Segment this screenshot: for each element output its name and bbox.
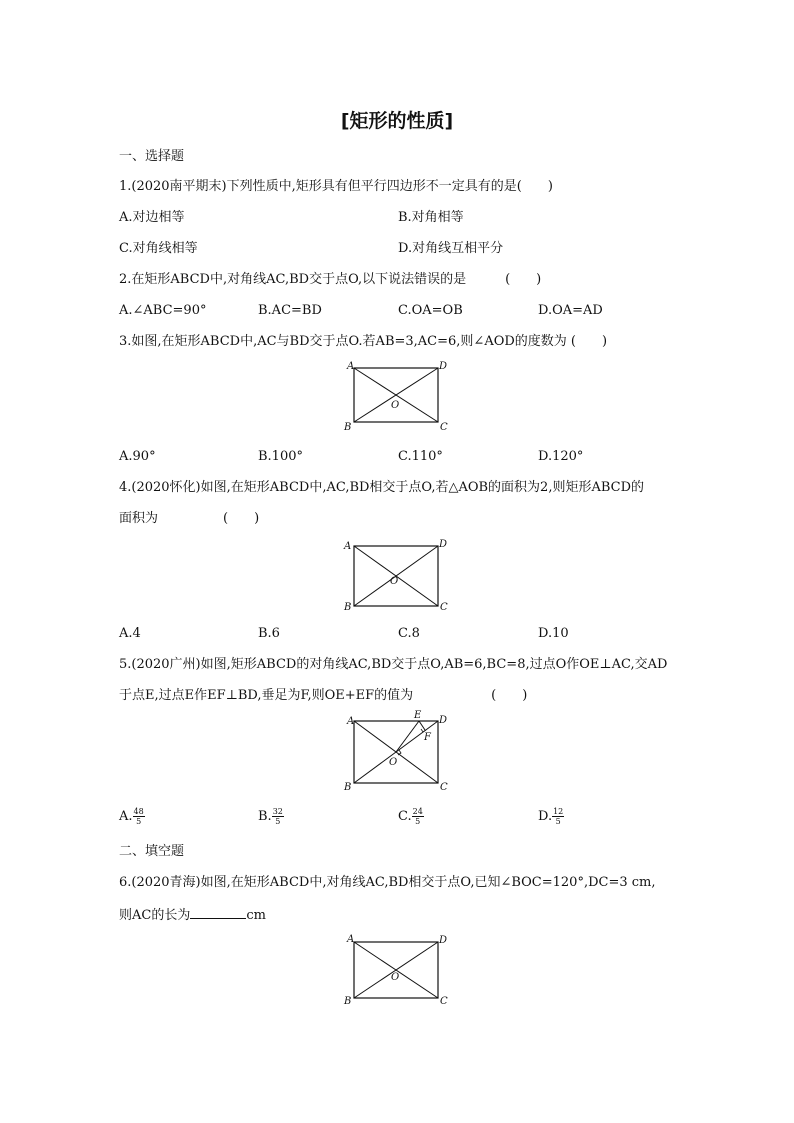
q2-option-c: C.OA=OB bbox=[398, 303, 463, 318]
q5-option-a-numerator: 48 bbox=[133, 807, 144, 816]
q4-option-a: A.4 bbox=[119, 626, 141, 641]
q4-label-o: O bbox=[390, 576, 399, 587]
q5-option-c-numerator: 24 bbox=[412, 807, 423, 816]
q3-label-o: O bbox=[391, 400, 400, 411]
q4-option-c: C.8 bbox=[398, 626, 420, 641]
q5-option-c-denominator: 5 bbox=[415, 817, 421, 826]
q3-label-d: D bbox=[439, 361, 448, 372]
q4-option-b: B.6 bbox=[258, 626, 280, 641]
q5-option-a-fraction bbox=[133, 807, 145, 826]
q2-stem: 2.在矩形ABCD中,对角线AC,BD交于点O,以下说法错误的是 ( ) bbox=[119, 272, 542, 287]
q4-label-d: D bbox=[439, 539, 448, 550]
q1-option-a: A.对边相等 bbox=[119, 210, 185, 225]
q5-label-o: O bbox=[389, 757, 398, 768]
q5-option-b-prefix: B. bbox=[258, 809, 272, 824]
q1-option-b: B.对角相等 bbox=[398, 210, 464, 225]
q1-option-d: D.对角线互相平分 bbox=[398, 241, 504, 256]
q4-label-c: C bbox=[440, 602, 448, 613]
q4-label-a: A bbox=[344, 541, 352, 552]
q6-answer-blank[interactable] bbox=[190, 906, 246, 919]
q4-stem-line1: 4.(2020怀化)如图,在矩形ABCD中,AC,BD相交于点O,若△AOB的面积为2,则矩形ABCD的 bbox=[119, 480, 645, 495]
q6-rectangle-figure bbox=[340, 932, 455, 1010]
q3-rectangle-figure bbox=[340, 358, 455, 436]
q5-rectangle-figure bbox=[340, 708, 455, 794]
q5-option-a-denominator: 5 bbox=[136, 817, 142, 826]
q3-stem: 3.如图,在矩形ABCD中,AC与BD交于点O.若AB=3,AC=6,则∠AOD的度数为 ( ) bbox=[119, 334, 608, 349]
q5-stem-line2: 于点E,过点E作EF⊥BD,垂足为F,则OE+EF的值为 ( ) bbox=[119, 688, 528, 703]
q6-stem-prefix: 则AC的长为 bbox=[119, 908, 191, 923]
q5-label-f: F bbox=[424, 732, 431, 743]
q6-stem-line2 bbox=[119, 906, 266, 924]
q6-label-c: C bbox=[440, 996, 448, 1007]
section-fill-heading: 二、填空题 bbox=[119, 844, 185, 859]
q2-option-a: A.∠ABC=90° bbox=[119, 303, 207, 318]
q5-option-b-fraction bbox=[272, 807, 284, 826]
q3-label-b: B bbox=[344, 422, 352, 433]
q5-label-a: A bbox=[347, 716, 355, 727]
q4-stem-line2: 面积为 ( ) bbox=[119, 511, 260, 526]
q2-option-b: B.AC=BD bbox=[258, 303, 322, 318]
q5-option-d-denominator: 5 bbox=[555, 817, 561, 826]
q5-option-b bbox=[258, 807, 284, 826]
q5-label-b: B bbox=[344, 782, 352, 793]
section-choice-heading: 一、选择题 bbox=[119, 149, 185, 164]
q5-label-d: D bbox=[439, 715, 448, 726]
q3-option-d: D.120° bbox=[538, 449, 584, 464]
q5-stem-line1: 5.(2020广州)如图,矩形ABCD的对角线AC,BD交于点O,AB=6,BC=8,过点O作OE⊥AC,交AD bbox=[119, 657, 668, 672]
q3-label-a: A bbox=[347, 361, 355, 372]
q4-option-d: D.10 bbox=[538, 626, 569, 641]
q6-stem-line1: 6.(2020青海)如图,在矩形ABCD中,对角线AC,BD相交于点O,已知∠BOC=120°,DC=3 cm, bbox=[119, 875, 656, 890]
q1-option-c: C.对角线相等 bbox=[119, 241, 198, 256]
q6-label-d: D bbox=[439, 935, 448, 946]
q5-option-a bbox=[119, 807, 145, 826]
q5-option-d-prefix: D. bbox=[538, 809, 553, 824]
q5-option-b-numerator: 32 bbox=[272, 807, 283, 816]
q3-option-c: C.110° bbox=[398, 449, 443, 464]
q5-option-c-prefix: C. bbox=[398, 809, 412, 824]
q3-option-b: B.100° bbox=[258, 449, 303, 464]
page-title: [矩形的性质] bbox=[340, 110, 454, 132]
q4-label-b: B bbox=[344, 602, 352, 613]
q3-option-a: A.90° bbox=[119, 449, 156, 464]
q5-option-a-prefix: A. bbox=[119, 809, 133, 824]
q3-label-c: C bbox=[440, 422, 448, 433]
q5-option-d bbox=[538, 807, 564, 826]
q2-option-d: D.OA=AD bbox=[538, 303, 603, 318]
q5-option-d-fraction bbox=[552, 807, 564, 826]
q5-option-b-denominator: 5 bbox=[275, 817, 281, 826]
q5-label-c: C bbox=[440, 782, 448, 793]
q4-rectangle-figure bbox=[340, 536, 455, 614]
q6-stem-suffix: cm bbox=[246, 908, 266, 923]
q6-label-o: O bbox=[391, 972, 400, 983]
q5-option-c bbox=[398, 807, 424, 826]
q5-option-c-fraction bbox=[412, 807, 424, 826]
q5-label-e: E bbox=[414, 710, 422, 721]
q5-option-d-numerator: 12 bbox=[553, 807, 564, 816]
q6-label-b: B bbox=[344, 996, 352, 1007]
q6-label-a: A bbox=[347, 934, 355, 945]
q1-stem: 1.(2020南平期末)下列性质中,矩形具有但平行四边形不一定具有的是( ) bbox=[119, 179, 553, 194]
